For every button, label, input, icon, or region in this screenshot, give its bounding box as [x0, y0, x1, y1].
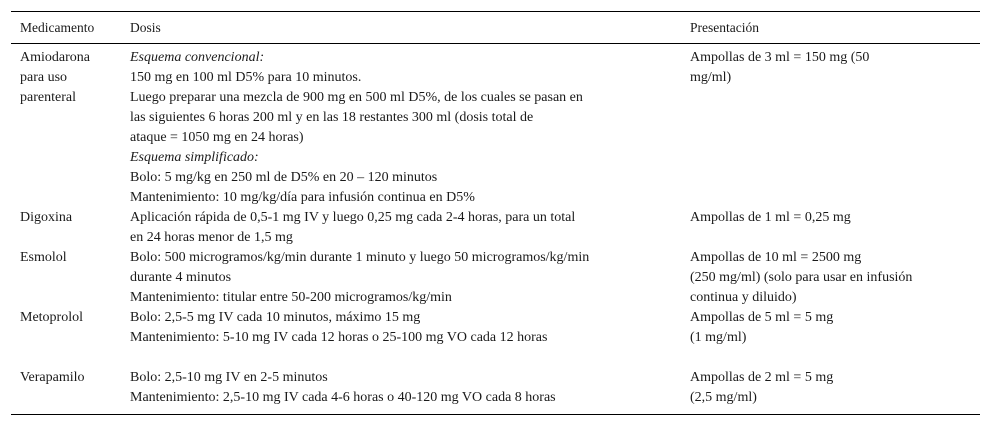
- medicamento-line: Digoxina: [20, 210, 73, 225]
- presentacion-line: (1 mg/ml): [690, 330, 747, 345]
- cell-presentacion: [690, 48, 980, 88]
- table-row: [11, 308, 980, 348]
- dosis-line: 150 mg en 100 ml D5% para 10 minutos.: [130, 70, 362, 85]
- presentacion-line: Ampollas de 5 ml = 5 mg: [690, 310, 834, 325]
- dosis-line: Bolo: 2,5-5 mg IV cada 10 minutos, máximo 15 mg: [130, 310, 421, 325]
- cell-medicamento: [11, 48, 130, 108]
- medicamento-line: Metoprolol: [20, 310, 83, 325]
- cell-medicamento: [11, 208, 130, 228]
- medicamento-line: parenteral: [20, 90, 76, 105]
- dosis-line: Luego preparar una mezcla de 900 mg en 500 ml D5%, de los cuales se pasan en: [130, 90, 583, 105]
- cell-presentacion: [690, 208, 980, 228]
- cell-dosis: [130, 48, 690, 208]
- cell-presentacion: [690, 308, 980, 348]
- cell-dosis: [130, 308, 690, 348]
- presentacion-line: mg/ml): [690, 70, 732, 85]
- presentacion-line: Ampollas de 10 ml = 2500 mg: [690, 250, 862, 265]
- medicamento-line: Esmolol: [20, 250, 67, 265]
- medicamento-line: Amiodarona: [20, 50, 90, 65]
- dosis-line: en 24 horas menor de 1,5 mg: [130, 230, 293, 245]
- dosis-line: Bolo: 500 microgramos/kg/min durante 1 minuto y luego 50 microgramos/kg/min: [130, 250, 590, 265]
- dosis-subheading: Esquema convencional:: [130, 50, 265, 65]
- presentacion-line: (250 mg/ml) (solo para usar en infusión: [690, 270, 913, 285]
- dosis-line: Bolo: 2,5-10 mg IV en 2-5 minutos: [130, 370, 328, 385]
- cell-presentacion: [690, 248, 980, 308]
- cell-presentacion: [690, 368, 980, 408]
- header-presentacion: Presentación: [690, 19, 759, 35]
- presentacion-line: Ampollas de 2 ml = 5 mg: [690, 370, 834, 385]
- medicamento-line: Verapamilo: [20, 370, 85, 385]
- dosis-subheading: Esquema simplificado:: [130, 150, 259, 165]
- cell-medicamento: [11, 248, 130, 268]
- table-body: [11, 44, 980, 414]
- dosis-line: Mantenimiento: 2,5-10 mg IV cada 4-6 horas o 40-120 mg VO cada 8 horas: [130, 390, 556, 405]
- presentacion-line: (2,5 mg/ml): [690, 390, 757, 405]
- dosis-line: Bolo: 5 mg/kg en 250 ml de D5% en 20 – 120 minutos: [130, 170, 438, 185]
- cell-medicamento: [11, 368, 130, 388]
- dosis-line: Mantenimiento: 5-10 mg IV cada 12 horas o 25-100 mg VO cada 12 horas: [130, 330, 548, 345]
- dosis-line: durante 4 minutos: [130, 270, 232, 285]
- dosis-line: Aplicación rápida de 0,5-1 mg IV y luego 0,25 mg cada 2-4 horas, para un total: [130, 210, 576, 225]
- cell-medicamento: [11, 308, 130, 328]
- dosis-line: ataque = 1050 mg en 24 horas): [130, 130, 304, 145]
- presentacion-line: Ampollas de 1 ml = 0,25 mg: [690, 210, 851, 225]
- header-medicamento: Medicamento: [20, 19, 95, 35]
- dosis-line: Mantenimiento: 10 mg/kg/día para infusión continua en D5%: [130, 190, 475, 205]
- cell-dosis: [130, 208, 690, 248]
- drug-dosage-table: [11, 11, 980, 415]
- header-dosis: Dosis: [130, 19, 161, 35]
- medicamento-line: para uso: [20, 70, 68, 85]
- row-spacer: [11, 348, 980, 368]
- table-row: [11, 48, 980, 208]
- cell-dosis: [130, 248, 690, 308]
- presentacion-line: continua y diluido): [690, 290, 797, 305]
- table-row: [11, 208, 980, 248]
- presentacion-line: Ampollas de 3 ml = 150 mg (50: [690, 50, 870, 65]
- dosis-line: las siguientes 6 horas 200 ml y en las 18 restantes 300 ml (dosis total de: [130, 110, 534, 125]
- cell-dosis: [130, 368, 690, 408]
- table-header: [11, 12, 980, 44]
- table-row: [11, 248, 980, 308]
- dosis-line: Mantenimiento: titular entre 50-200 microgramos/kg/min: [130, 290, 452, 305]
- table-row: [11, 368, 980, 408]
